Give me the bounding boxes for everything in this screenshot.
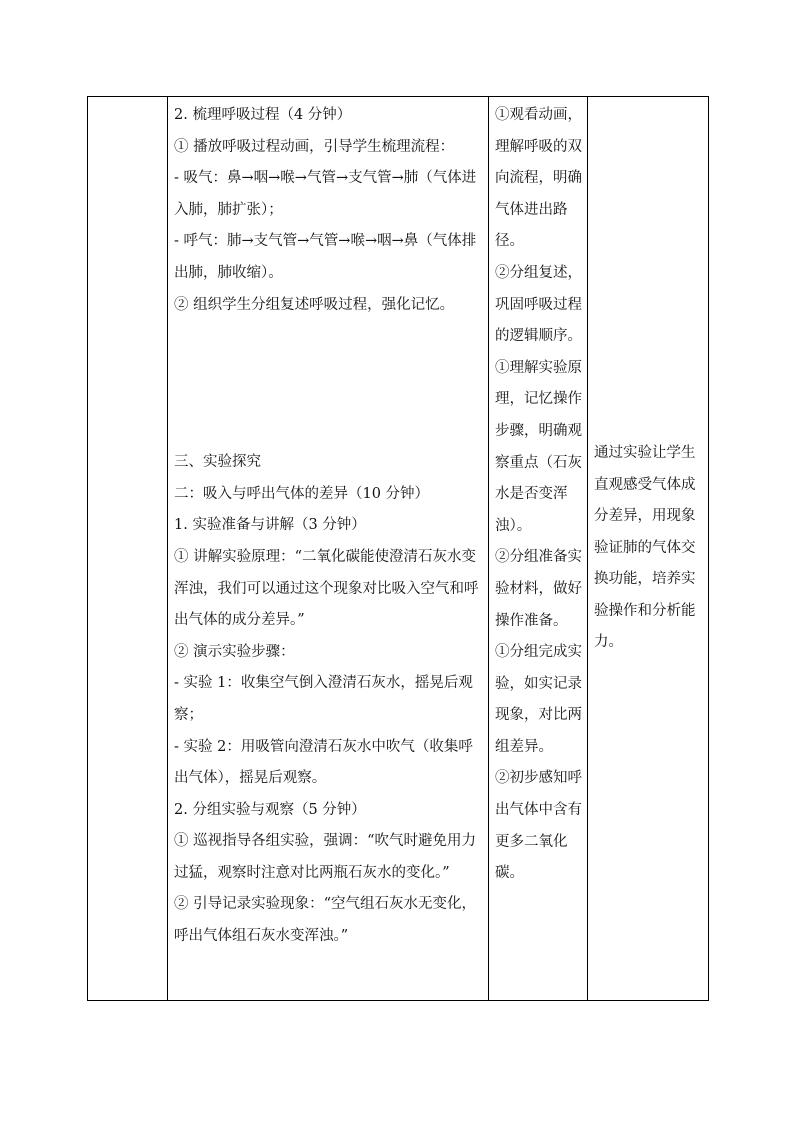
design-intent-cell xyxy=(588,97,709,1001)
student-activity-content xyxy=(489,97,587,890)
lesson-plan-table xyxy=(87,96,709,1001)
activity-line: ② 组织学生分组复述呼吸过程，强化记忆。 xyxy=(174,296,455,313)
teacher-activity-content xyxy=(168,97,488,953)
activity-line: - 吸气：鼻→咽→喉→气管→支气管→肺（气体进入肺，肺扩张）； xyxy=(174,170,477,218)
activity-line: 1. 实验准备与讲解（3 分钟） xyxy=(174,517,366,534)
student-line: ②分组准备实验材料，做好操作准备。 xyxy=(495,549,582,629)
student-line: ①理解实验原理，记忆操作步骤，明确观察重点（石灰水是否变浑浊）。 xyxy=(495,359,582,534)
activity-line: ① 播放呼吸过程动画，引导学生梳理流程： xyxy=(174,138,455,155)
teacher-activity-cell xyxy=(168,97,489,1001)
student-line: ②初步感知呼出气体中含有更多二氧化碳。 xyxy=(495,770,582,882)
blank-space xyxy=(174,321,482,447)
activity-line: - 实验 1：收集空气倒入澄清石灰水，摇晃后观察； xyxy=(174,675,473,723)
activity-line: - 呼气：肺→支气管→气管→喉→咽→鼻（气体排出肺，肺收缩）。 xyxy=(174,233,477,281)
student-activity-cell xyxy=(489,97,588,1001)
activity-line: 三、实验探究 xyxy=(174,454,261,471)
section-column-cell xyxy=(88,97,168,1001)
student-line: ①观看动画，理解呼吸的双向流程，明确气体进出路径。 xyxy=(495,107,582,250)
student-line: ②分组复述，巩固呼吸过程的逻辑顺序。 xyxy=(495,264,582,345)
design-intent-text: 通过实验让学生直观感受气体成分差异，用现象验证肺的气体交换功能，培养实验操作和分析能力。 xyxy=(594,444,696,651)
activity-line: - 实验 2：用吸管向澄清石灰水中吹气（收集呼出气体），摇晃后观察。 xyxy=(174,738,473,787)
activity-line: 2. 梳理呼吸过程（4 分钟） xyxy=(174,107,352,123)
activity-line: ① 巡视指导各组实验，强调：“吹气时避免用力过猛，观察时注意对比两瓶石灰水的变化。” xyxy=(174,833,477,881)
activity-line: ② 演示实验步骤： xyxy=(174,643,295,660)
table-row xyxy=(88,97,709,1001)
student-line: ①分组完成实验，如实记录现象，对比两组差异。 xyxy=(495,644,582,755)
design-intent-content xyxy=(588,438,708,659)
activity-line: 2. 分组实验与观察（5 分钟） xyxy=(174,801,366,818)
activity-line: 二：吸入与呼出气体的差异（10 分钟） xyxy=(174,485,430,502)
activity-line: ② 引导记录实验现象：“空气组石灰水无变化，呼出气体组石灰水变浑浊。” xyxy=(174,896,477,945)
activity-line: ① 讲解实验原理：“二氧化碳能使澄清石灰水变浑浊，我们可以通过这个现象对比吸入空气和呼出气体的成分差异。” xyxy=(174,548,479,629)
